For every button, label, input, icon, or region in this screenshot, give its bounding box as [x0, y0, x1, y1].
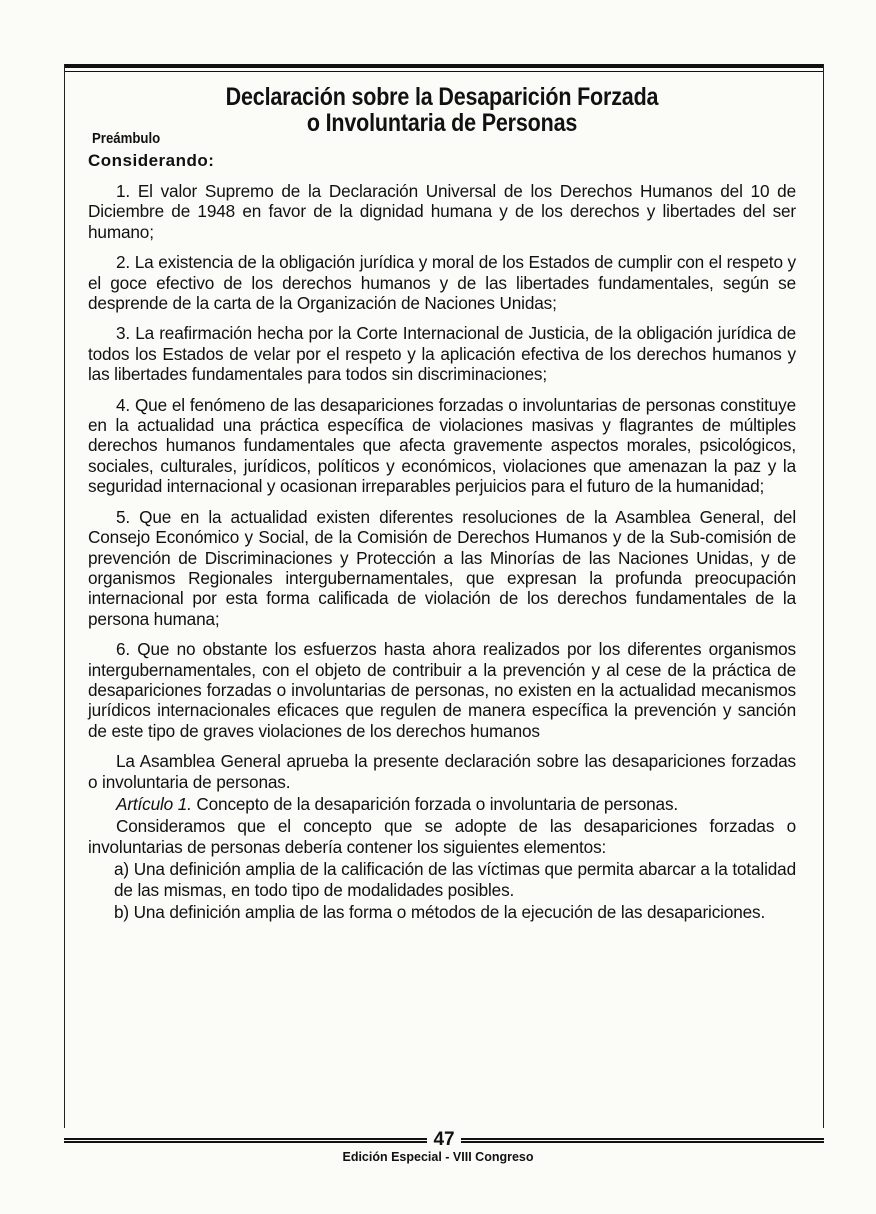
- document-title: [138, 84, 747, 136]
- footer-text: Edición Especial - VIII Congreso: [342, 1150, 534, 1164]
- articulo-1-heading: [88, 794, 796, 814]
- preambulo-heading: Preámbulo: [92, 130, 161, 147]
- footer-line-right: [461, 1138, 824, 1143]
- footer-rule: [64, 1129, 824, 1150]
- document-body: [88, 84, 796, 922]
- articulo-text: Concepto de la desaparición forzada o involuntaria de personas.: [191, 793, 679, 814]
- paragraph-4: 4. Que el fenómeno de las desapariciones forzadas o involuntarias de personas constituye en la actualidad una práctica específica de violaciones masivas y flagrantes de múltiples derechos humanos fundamentales que afecta gravemente aspectos morales, psicológicos, sociales, culturales, jurídicos, políticos y económicos, violaciones que amenazan la paz y la seguridad internacional y ocasionan irreparables perjuicios para el futuro de la humanidad;: [88, 394, 796, 497]
- paragraph-5: 5. Que en la actualidad existen diferentes resoluciones de la Asamblea General, del Consejo Económico y Social, de la Comisión de Derechos Humanos y de la Sub-comisión de prevención de Discriminaciones y Protección a las Minorías de las Naciones Unidas, y de organismos Regionales intergubernamentales, que expresan la profunda preocupación internacional por esta forma calificada de violación de los derechos fundamentales de la persona humana;: [88, 506, 796, 629]
- consideramos-paragraph: Consideramos que el concepto que se adopte de las desapariciones forzadas o involuntarias de personas debería contener los siguientes elementos:: [88, 816, 796, 857]
- item-b: b) Una definición amplia de las forma o métodos de la ejecución de las desapariciones.: [114, 902, 766, 922]
- paragraph-2: 2. La existencia de la obligación jurídica y moral de los Estados de cumplir con el respeto y el goce efectivo de los derechos humanos y de las libertades fundamentales, según se desprende de la carta de la Organización de Naciones Unidas;: [88, 252, 796, 314]
- title-line-1: Declaración sobre la Desaparición Forzada: [225, 83, 659, 111]
- considerando-heading: Considerando:: [88, 151, 215, 170]
- paragraph-6: 6. Que no obstante los esfuerzos hasta ahora realizados por los diferentes organismos intergubernamentales, con el objeto de contribuir a la prevención y al cese de la práctica de desapariciones forzadas o involuntarias de personas, no existen en la actualidad mecanismos jurídicos internacionales eficaces que regulen de manera específica la prevención y sanción de este tipo de graves violaciones de los derechos humanos: [88, 639, 796, 741]
- paragraph-3: 3. La reafirmación hecha por la Corte Internacional de Justicia, de la obligación jurídica de todos los Estados de velar por el respeto y la aplicación efectiva de los derechos humanos y las libertades fundamentales para todos sin discriminaciones;: [88, 323, 796, 385]
- asamblea-paragraph: La Asamblea General aprueba la presente declaración sobre las desapariciones forzadas o involuntaria de personas.: [88, 751, 796, 792]
- page-number: 47: [433, 1129, 455, 1150]
- paragraph-1: 1. El valor Supremo de la Declaración Universal de los Derechos Humanos del 10 de Diciembre de 1948 en favor de la dignidad humana y de los derechos y libertades del ser humano;: [88, 181, 796, 242]
- title-line-2: o Involuntaria de Personas: [306, 109, 578, 137]
- articulo-label: Artículo 1.: [116, 793, 192, 814]
- footer-line-left: [64, 1138, 427, 1143]
- item-a: a) Una definición amplia de la calificación de las víctimas que permita abarcar a la totalidad de las mismas, en todo tipo de modalidades posibles.: [114, 859, 796, 900]
